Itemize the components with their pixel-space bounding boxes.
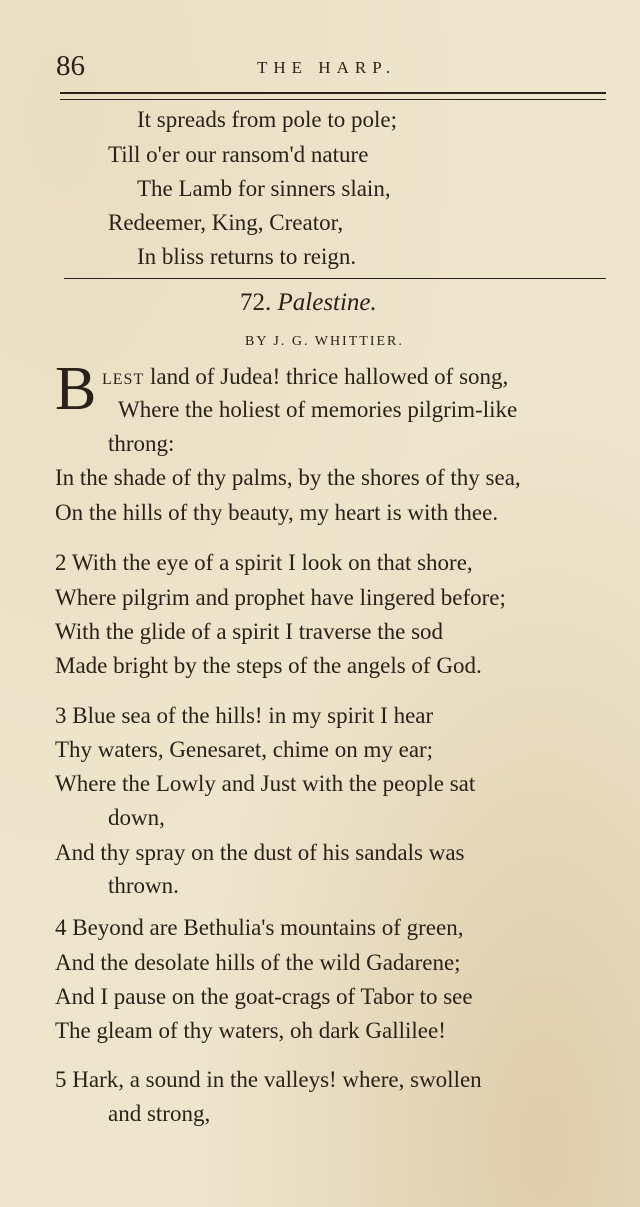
header-rule	[60, 92, 606, 100]
prev-hymn-line: It spreads from pole to pole;	[137, 107, 397, 132]
stanza-line: throng:	[108, 431, 175, 456]
stanza-line-text: land of Judea! thrice hallowed of song,	[149, 364, 509, 389]
stanza-line: And the desolate hills of the wild Gadarene;	[55, 950, 461, 975]
stanza-line: On the hills of thy beauty, my heart is with thee.	[55, 500, 499, 525]
stanza-line: 5 Hark, a sound in the valleys! where, swollen	[55, 1067, 482, 1092]
stanza-line: Where pilgrim and prophet have lingered before;	[55, 585, 506, 610]
stanza-line: The gleam of thy waters, oh dark Gallilee!	[55, 1018, 446, 1043]
stanza-line: And thy spray on the dust of his sandals was	[55, 840, 465, 865]
stanza-line	[102, 364, 508, 390]
section-rule	[64, 278, 606, 279]
prev-hymn-line: The Lamb for sinners slain,	[137, 176, 391, 201]
stanza-line: 2 With the eye of a spirit I look on that shore,	[55, 550, 473, 575]
running-head: THE HARP.	[257, 58, 397, 77]
stanza-line: down,	[108, 805, 165, 830]
stanza-line: Where the holiest of memories pilgrim-like	[118, 397, 518, 422]
stanza-line: thrown.	[108, 873, 179, 898]
prev-hymn-line: Redeemer, King, Creator,	[108, 210, 344, 235]
page-number: 86	[56, 50, 85, 82]
hymn-number: 72.	[240, 289, 272, 316]
stanza-line: and strong,	[108, 1101, 211, 1126]
stanza-line: Where the Lowly and Just with the people sat	[55, 771, 476, 796]
hymn-author: BY J. G. WHITTIER.	[245, 334, 404, 349]
stanza-line: And I pause on the goat-crags of Tabor to see	[55, 984, 473, 1009]
stanza-line: 3 Blue sea of the hills! in my spirit I hear	[55, 703, 434, 728]
stanza-line: In the shade of thy palms, by the shores of thy sea,	[55, 465, 521, 490]
stanza-line: Thy waters, Genesaret, chime on my ear;	[55, 737, 434, 762]
stanza-line: With the glide of a spirit I traverse the sod	[55, 619, 444, 644]
prev-hymn-line: Till o'er our ransom'd nature	[108, 142, 369, 167]
stanza-line: Made bright by the steps of the angels of God.	[55, 653, 482, 678]
prev-hymn-line: In bliss returns to reign.	[137, 244, 357, 269]
stanza-line: 4 Beyond are Bethulia's mountains of green,	[55, 915, 464, 940]
drop-cap: B	[55, 355, 97, 423]
hymn-name: Palestine.	[277, 289, 377, 316]
first-word-smallcaps: LEST	[102, 371, 145, 388]
hymn-title	[240, 289, 377, 317]
